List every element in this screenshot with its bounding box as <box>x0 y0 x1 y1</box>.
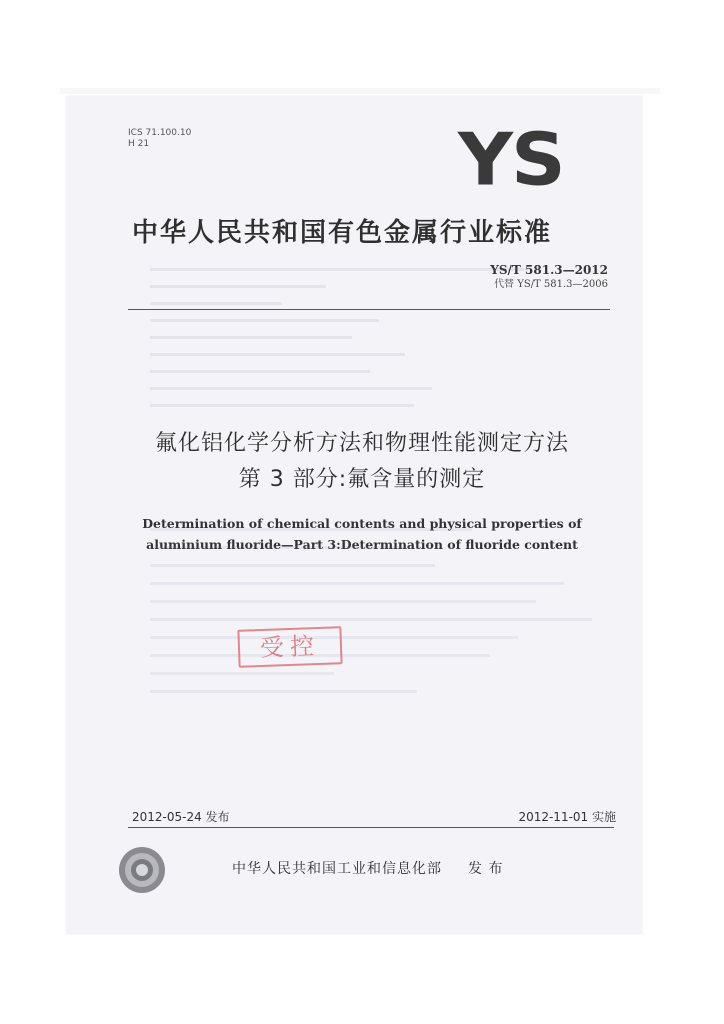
document-title-zh-line2: 第 3 部分:氟含量的测定 <box>238 467 486 492</box>
issuer-action: 发 布 <box>468 861 504 877</box>
ccs-code: H 21 <box>128 139 150 149</box>
publisher-seal-icon <box>118 846 166 894</box>
controlled-copy-stamp: 受控 <box>237 626 342 668</box>
classification-codes <box>128 128 191 150</box>
ics-code: ICS 71.100.10 <box>128 128 192 138</box>
document-title-en-line1: Determination of chemical contents and physical properties of <box>142 516 582 531</box>
replaces-code: 代替 YS/T 581.3—2006 <box>494 279 608 290</box>
footer-divider <box>128 827 614 828</box>
standard-code: YS/T 581.3—2012 <box>490 263 608 277</box>
document-title-zh-line1: 氟化铝化学分析方法和物理性能测定方法 <box>154 431 569 456</box>
show-through-text-lower <box>150 528 610 708</box>
standard-category-title: 中华人民共和国有色金属行业标准 <box>132 218 553 248</box>
show-through-text <box>150 268 590 421</box>
ys-logo: YS <box>458 117 564 202</box>
implementation-date: 2012-11-01 实施 <box>518 810 616 824</box>
issuing-authority <box>232 858 503 878</box>
issue-date: 2012-05-24 发布 <box>132 810 230 824</box>
page-top-edge <box>60 88 660 94</box>
document-title-en-line2: aluminium fluoride—Part 3:Determination of fluoride content <box>146 537 578 552</box>
issuer-name: 中华人民共和国工业和信息化部 <box>232 861 442 877</box>
